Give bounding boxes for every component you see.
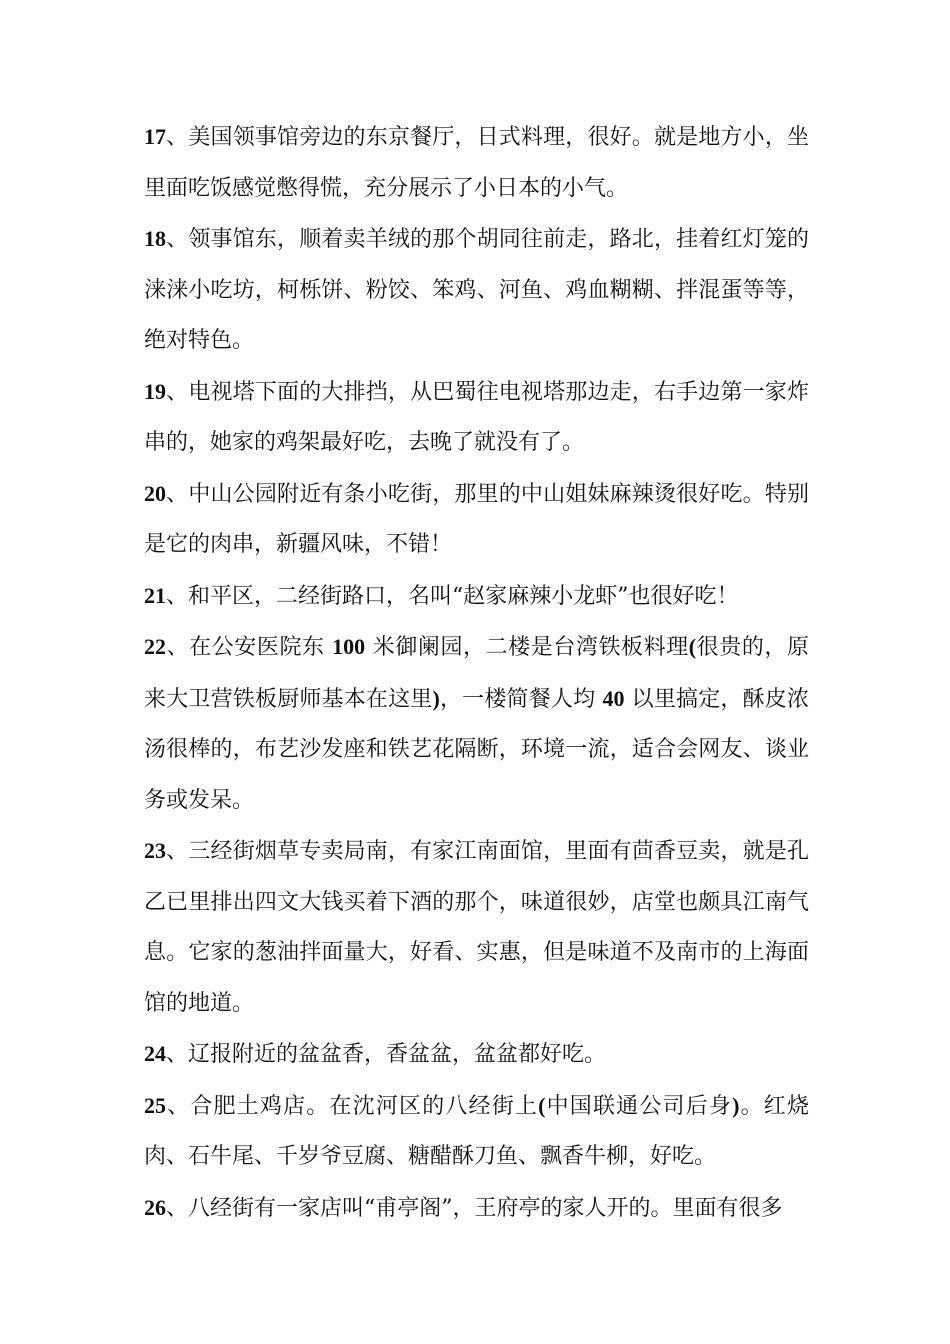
list-item [144,1029,809,1081]
item-text: 、在公安医院东 [166,635,333,660]
item-number: 25 [144,1092,166,1118]
item-text: 以里搞定，酥皮浓汤很棒的，布艺沙发座和铁艺花隔断，环境一流，适合会网友、谈业务或发呆。 [144,686,809,813]
item-text: 很贵的，原来大卫营铁板厨师基本在这里 [144,635,809,712]
list-item [144,1081,809,1183]
item-text: 、领事馆东，顺着卖羊绒的那个胡同往前走，路北，挂着红灯笼的涞涞小吃坊，柯栎饼、粉饺、笨鸡、河鱼、鸡血糊糊、拌混蛋等等，绝对特色。 [144,227,809,353]
item-number: 19 [144,378,166,404]
item-number: 17 [144,124,166,149]
list-item [144,826,809,1029]
item-text: 、美国领事馆旁边的东京餐厅，日式料理，很好。就是地方小，坐里面吃饭感觉憋得慌，充分展示了小日本的小气。 [144,125,809,201]
item-bold-number: 40 [602,685,625,711]
item-text: 。红烧肉、石牛尾、千岁爷豆腐、糖醋酥刀鱼、飘香牛柳，好吃。 [144,1093,809,1169]
item-bold-paren: ) [432,685,440,711]
item-number: 22 [144,634,166,659]
document-body [144,112,809,1234]
item-text: 、三经街烟草专卖局南，有家江南面馆，里面有茴香豆卖，就是孔乙已里排出四文大钱买着下酒的那个，味道很妙，店堂也颇具江南气息。它家的葱油拌面量大，好看、实惠，但是味道不及南市的上海面馆的地道。 [144,839,809,1016]
item-number: 20 [144,480,166,506]
item-number: 23 [144,838,166,863]
list-item [144,112,809,214]
item-text: 、和平区，二经街路口，名叫“赵家麻辣小龙虾”也很好吃！ [166,583,739,609]
item-text: 中国联通公司后身 [545,1093,733,1119]
item-number: 24 [144,1041,166,1066]
item-text: 、辽报附近的盆盆香，香盆盆，盆盆都好吃。 [166,1042,607,1067]
item-number: 21 [144,582,166,608]
item-text: 米御阑园，二楼是台湾铁板料理 [365,635,689,660]
item-bold-paren: ) [732,1092,740,1118]
item-bold-number: 100 [332,634,366,659]
list-item [144,622,809,826]
item-text: 、中山公园附近有条小吃街，那里的中山姐妹麻辣烫很好吃。特别是它的肉串，新疆风味，不错！ [144,481,809,557]
item-text: ，一楼简餐人均 [439,686,603,712]
item-bold-paren: ( [538,1092,546,1118]
item-number: 18 [144,226,166,251]
item-text: 、合肥土鸡店。在沈河区的八经街上 [166,1093,539,1119]
item-text: 、电视塔下面的大排挡，从巴蜀往电视塔那边走，右手边第一家炸串的，她家的鸡架最好吃，去晚了就没有了。 [144,379,809,455]
item-bold-paren: ( [688,634,697,659]
list-item [144,214,809,367]
list-item [144,469,809,571]
item-text: 、八经街有一家店叫“甫亭阁”，王府亭的家人开的。里面有很多 [166,1195,783,1221]
list-item [144,1183,809,1235]
list-item [144,571,809,623]
list-item [144,367,809,469]
item-number: 26 [144,1194,166,1220]
